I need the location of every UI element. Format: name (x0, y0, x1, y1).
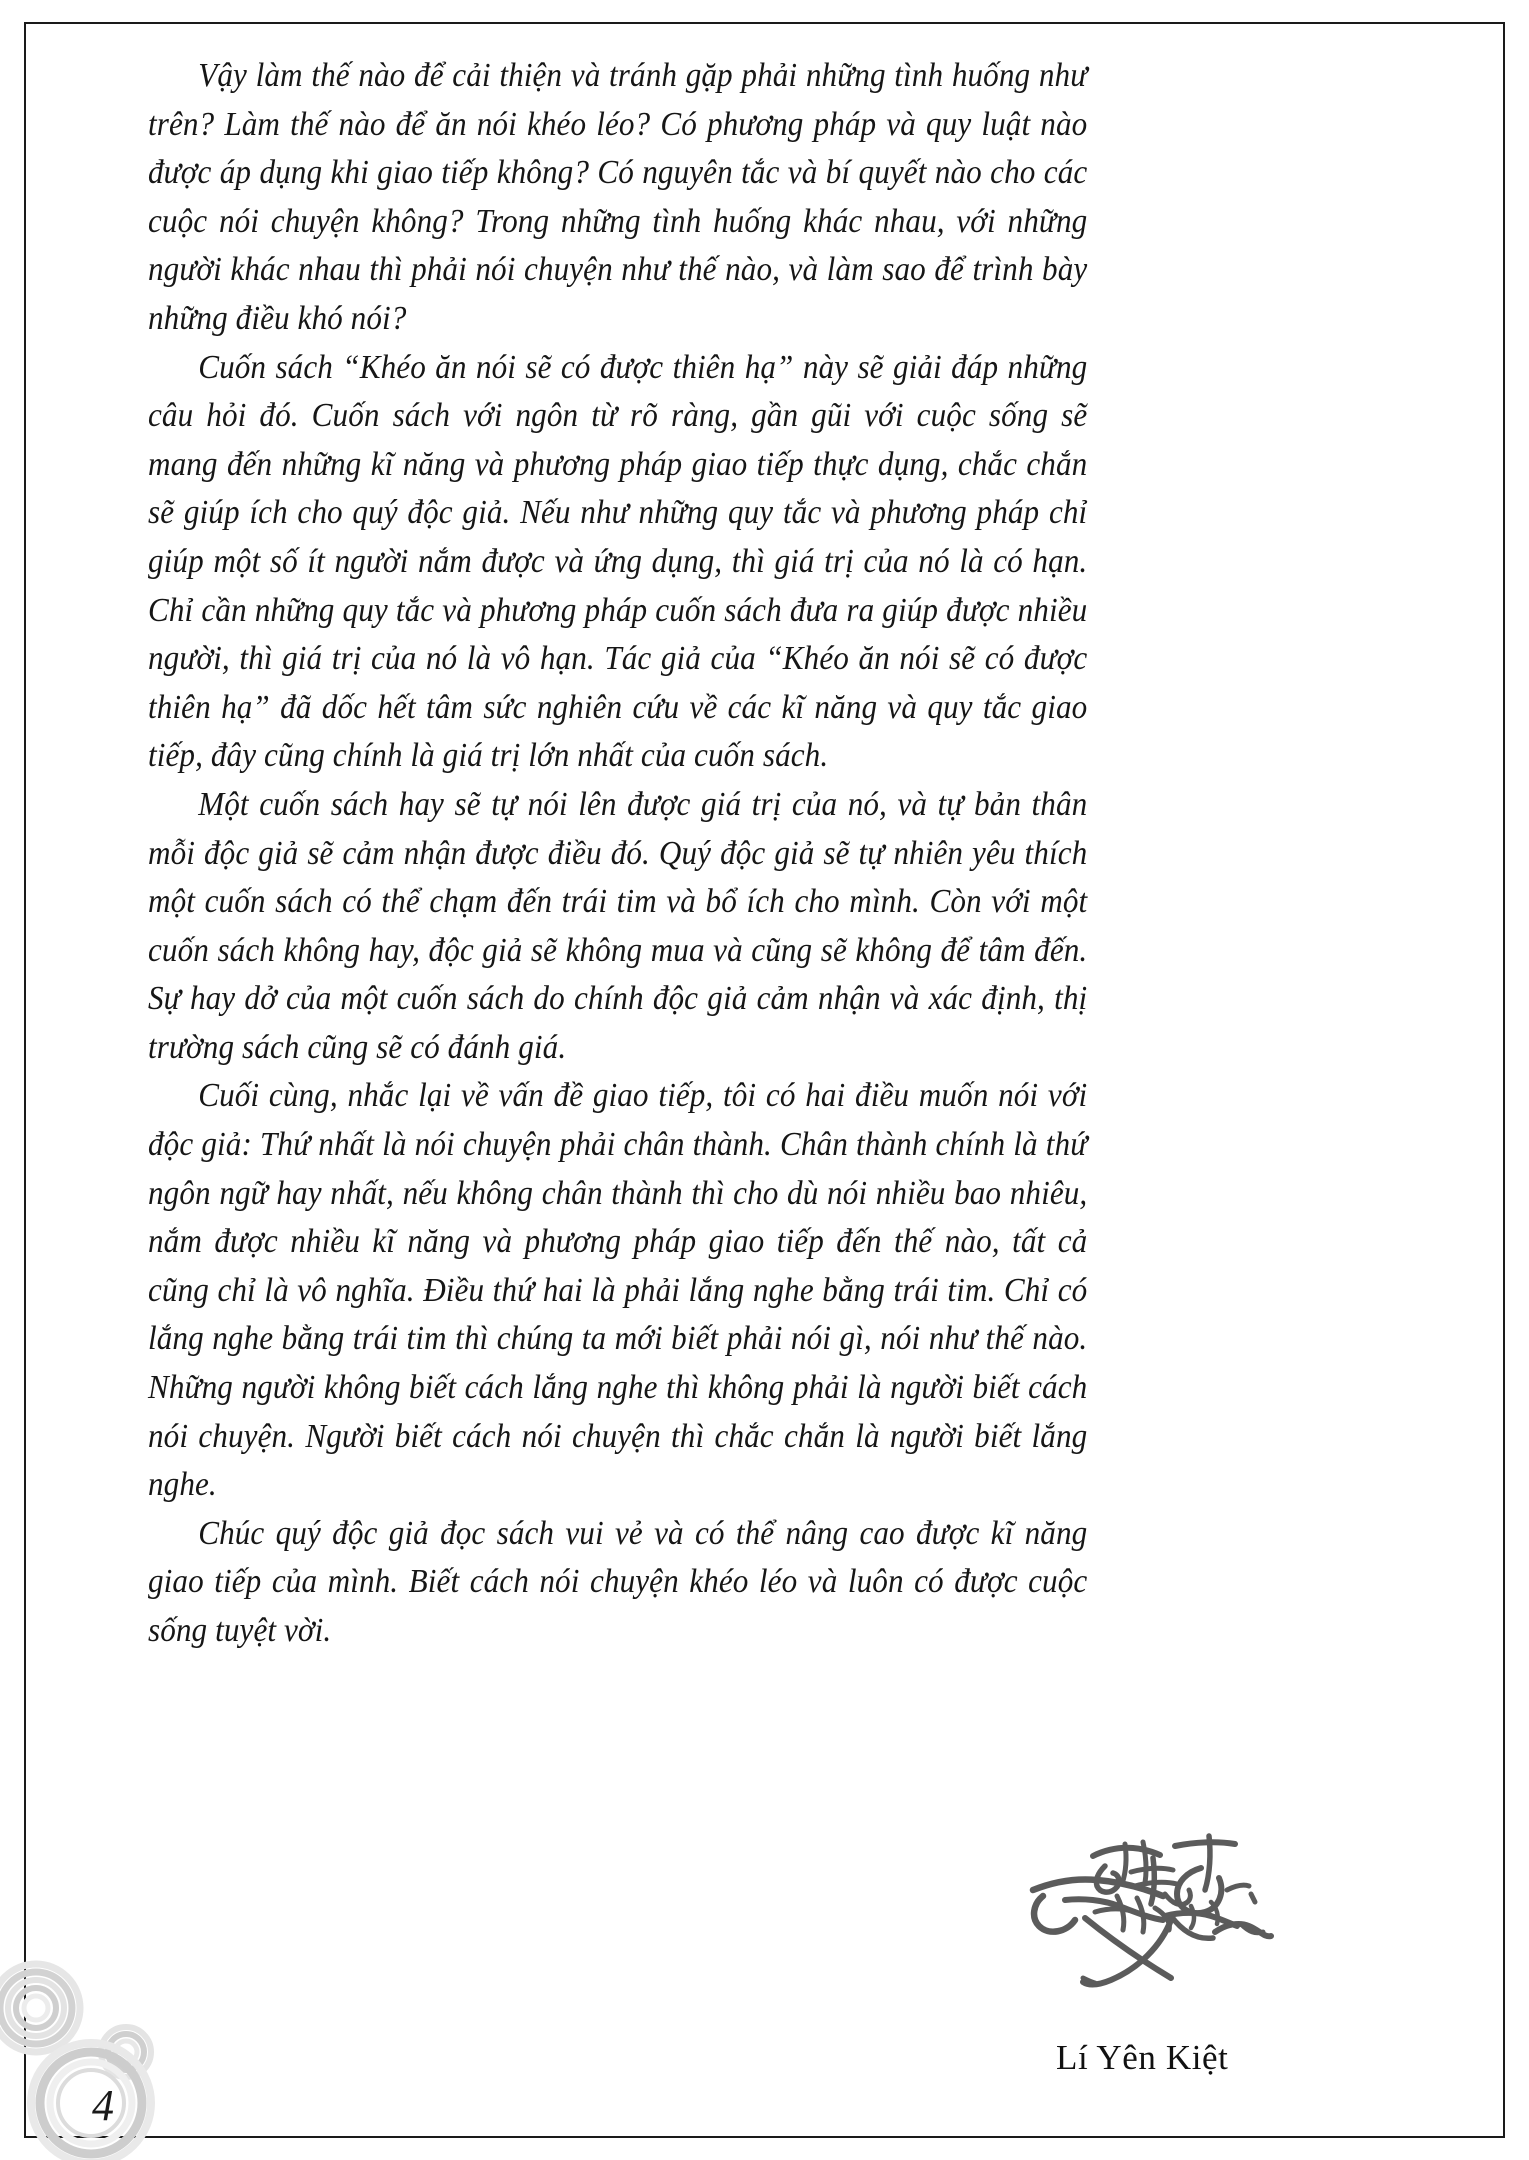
body-paragraph-5: Chúc quý độc giả đọc sách vui vẻ và có thể nâng cao được kĩ năng giao tiếp của mình. Biết cách nói chuyện khéo léo và luôn có được cuộc sống tuyệt vời. (148, 1514, 1088, 1649)
author-name: Lí Yên Kiệt (1056, 2038, 1229, 2077)
handwritten-signature-icon (1005, 1828, 1315, 2013)
body-paragraph-4: Cuối cùng, nhắc lại về vấn đề giao tiếp, tôi có hai điều muốn nói với độc giả: Thứ nhất là nói chuyện phải chân thành. Chân thành chính là thứ ngôn ngữ hay nhất, nếu không chân thành thì cho dù nói nhiều bao nhiêu, nắm được nhiều kĩ năng và phương pháp giao tiếp đến thế nào, tất cả cũng chỉ là vô nghĩa. Điều thứ hai là phải lắng nghe bằng trái tim. Chỉ có lắng nghe bằng trái tim thì chúng ta mới biết phải nói gì, nói như thế nào. Những người không biết cách lắng nghe thì không phải là người biết cách nói chuyện. Người biết cách nói chuyện thì chắc chắn là người biết lắng nghe. (148, 1077, 1088, 1504)
body-paragraph-1: Vậy làm thế nào để cải thiện và tránh gặp phải những tình huống như trên? Làm thế nào để ăn nói khéo léo? Có phương pháp và quy luật nào được áp dụng khi giao tiếp không? Có nguyên tắc và bí quyết nào cho các cuộc nói chuyện không? Trong những tình huống khác nhau, với những người khác nhau thì phải nói chuyện như thế nào, và làm sao để trình bày những điều khó nói? (148, 57, 1088, 337)
decorative-circles-ornament (0, 1938, 238, 2160)
signature-block (1005, 1828, 1335, 2028)
body-paragraph-3: Một cuốn sách hay sẽ tự nói lên được giá trị của nó, và tự bản thân mỗi độc giả sẽ cảm nhận được điều đó. Quý độc giả sẽ tự nhiên yêu thích một cuốn sách có thể chạm đến trái tim và bổ ích cho mình. Còn với một cuốn sách không hay, độc giả sẽ không mua và cũng sẽ không để tâm đến. Sự hay dở của một cuốn sách do chính độc giả cảm nhận và xác định, thị trường sách cũng sẽ có đánh giá. (148, 785, 1088, 1066)
body-paragraph-2: Cuốn sách “Khéo ăn nói sẽ có được thiên hạ” này sẽ giải đáp những câu hỏi đó. Cuốn sách với ngôn từ rõ ràng, gần gũi với cuộc sống sẽ mang đến những kĩ năng và phương pháp giao tiếp thực dụng, chắc chắn sẽ giúp ích cho quý độc giả. Nếu như những quy tắc và phương pháp chỉ giúp một số ít người nắm được và ứng dụng, thì giá trị của nó là có hạn. Chỉ cần những quy tắc và phương pháp cuốn sách đưa ra giúp được nhiều người, thì giá trị của nó là vô hạn. Tác giả của “Khéo ăn nói sẽ có được thiên hạ” đã dốc hết tâm sức nghiên cứu về các kĩ năng và quy tắc giao tiếp, đây cũng chính là giá trị lớn nhất của cuốn sách. (148, 348, 1088, 775)
page-body-text (148, 52, 1088, 1656)
page-number: 4 (92, 2081, 114, 2130)
